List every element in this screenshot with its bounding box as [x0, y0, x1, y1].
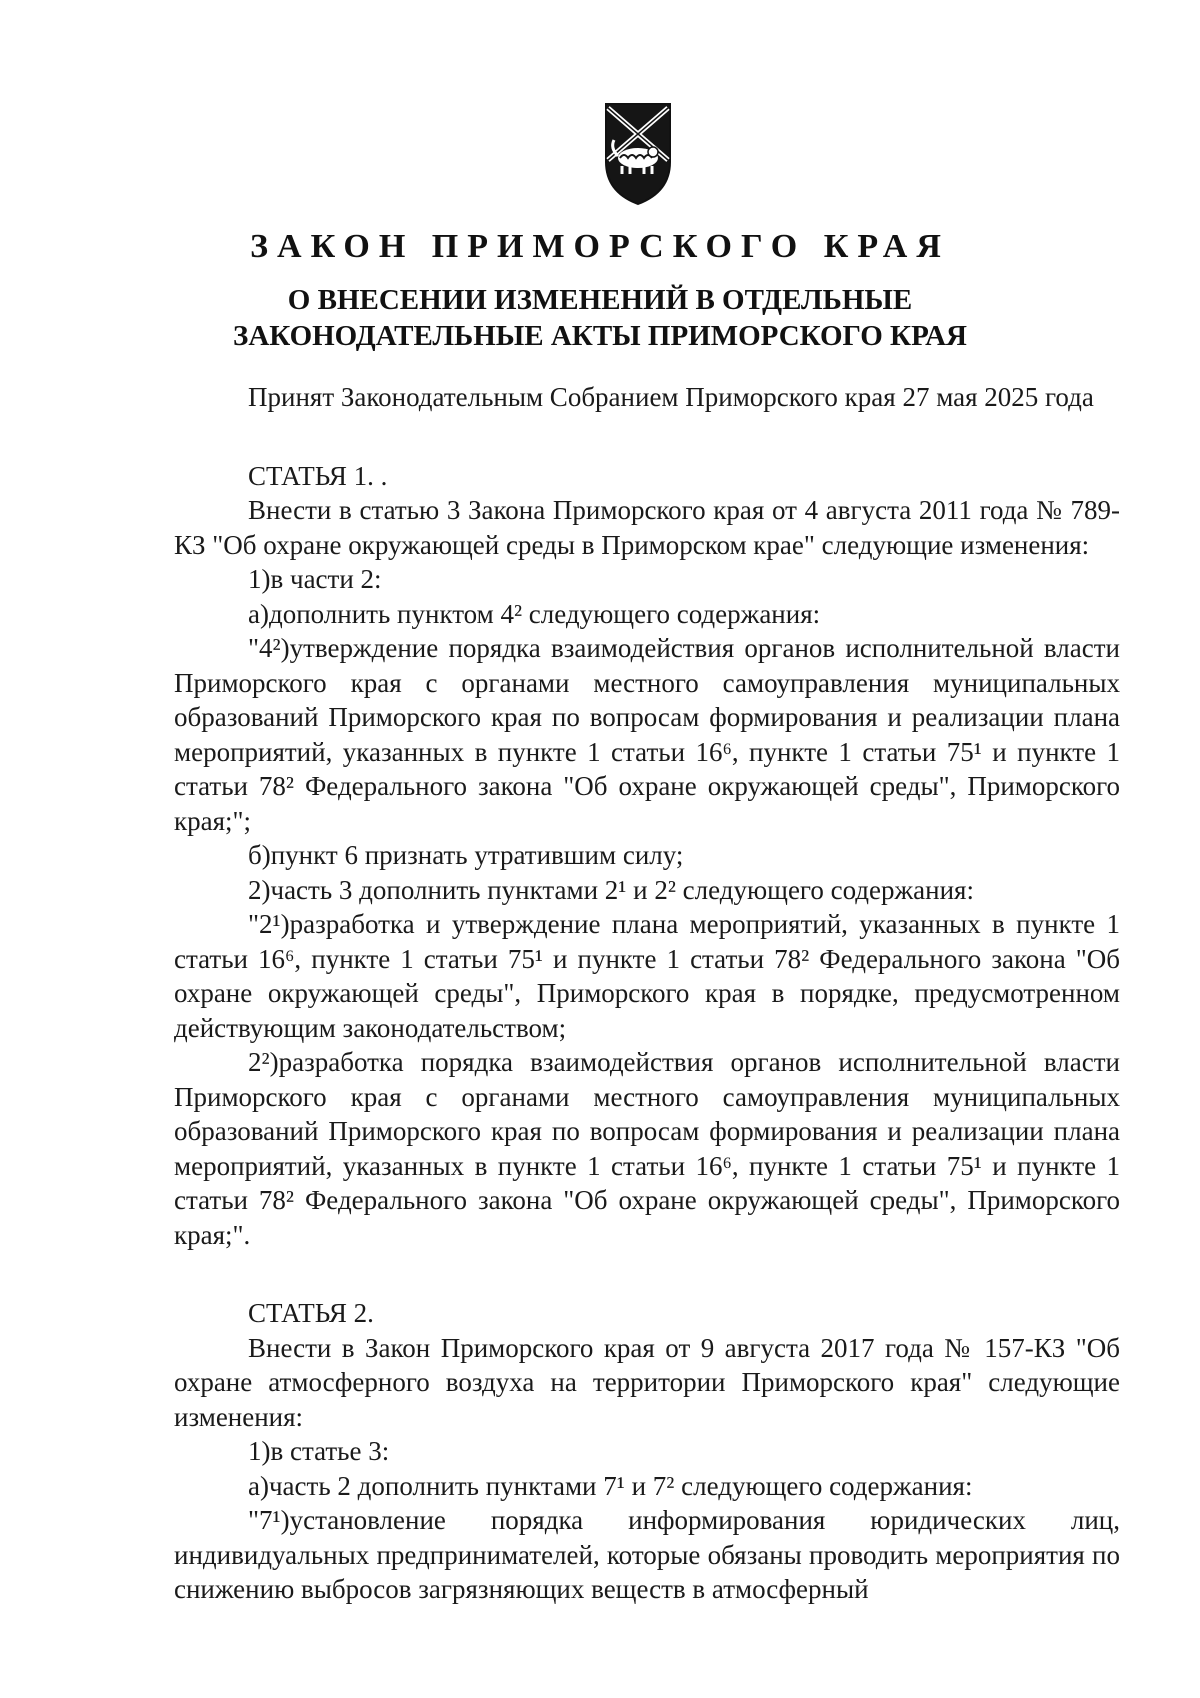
article-1-quote-4-2: "4²)утверждение порядка взаимодействия органов исполнительной власти Приморского края с органами местного самоуправления муниципальных образований Приморского края по вопросам формирования и реализации плана мероприятий, указанных в пункте 1 статьи 16⁶, пункте 1 статьи 75¹ и пункте 1 статьи 78² Федерального закона "Об охране окружающей среды", Приморского края;";: [174, 633, 1120, 836]
document-title: ЗАКОН ПРИМОРСКОГО КРАЯ: [250, 228, 950, 265]
document-body: [174, 380, 1120, 1607]
article-1-quote-2-2: 2²)разработка порядка взаимодействия органов исполнительной власти Приморского края с органами местного самоуправления муниципальных образований Приморского края по вопросам формирования и реализации плана мероприятий, указанных в пункте 1 статьи 16⁶, пункте 1 статьи 75¹ и пункте 1 статьи 78² Федерального закона "Об охране окружающей среды", Приморского края;".: [174, 1047, 1120, 1250]
article-1-quote-2-1: "2¹)разработка и утверждение плана мероприятий, указанных в пункте 1 статьи 16⁶, пункте 1 статьи 75¹ и пункте 1 статьи 78² Федерального закона "Об охране окружающей среды", Приморского края в порядке, предусмотренном действующим законодательством;: [174, 909, 1120, 1043]
article-1-item-2: 2)часть 3 дополнить пунктами 2¹ и 2² следующего содержания:: [248, 874, 974, 905]
article-1-item-1: 1)в части 2:: [248, 564, 382, 594]
article-2-intro: Внести в Закон Приморского края от 9 августа 2017 года № 157-КЗ "Об охране атмосферного воздуха на территории Приморского края" следующие изменения:: [174, 1332, 1120, 1432]
article-1-intro: Внести в статью 3 Закона Приморского края от 4 августа 2011 года № 789-КЗ "Об охране окружающей среды в Приморском крае" следующие изменения:: [174, 495, 1120, 560]
article-1-item-1a: а)дополнить пунктом 4² следующего содержания:: [248, 598, 821, 629]
article-1-heading: СТАТЬЯ 1. .: [248, 460, 388, 491]
subtitle-line-2: ЗАКОНОДАТЕЛЬНЫЕ АКТЫ ПРИМОРСКОГО КРАЯ: [233, 320, 967, 352]
article-1-item-1b: б)пункт 6 признать утратившим силу;: [248, 840, 684, 870]
coat-of-arms-icon: [600, 100, 676, 208]
document-subtitle: [0, 282, 1200, 354]
subtitle-line-1: О ВНЕСЕНИИ ИЗМЕНЕНИЙ В ОТДЕЛЬНЫЕ: [287, 284, 913, 316]
adoption-note: Принят Законодательным Собранием Приморского края 27 мая 2025 года: [248, 382, 1094, 412]
article-2-item-1a: а)часть 2 дополнить пунктами 7¹ и 7² следующего содержания:: [248, 1470, 973, 1501]
article-2-heading: СТАТЬЯ 2.: [248, 1298, 374, 1328]
article-2-item-1: 1)в статье 3:: [248, 1436, 390, 1466]
article-2-quote-7-1: "7¹)установление порядка информирования юридических лиц, индивидуальных предпринимателей, которые обязаны проводить мероприятия по снижению выбросов загрязняющих веществ в атмосферный: [174, 1505, 1120, 1604]
